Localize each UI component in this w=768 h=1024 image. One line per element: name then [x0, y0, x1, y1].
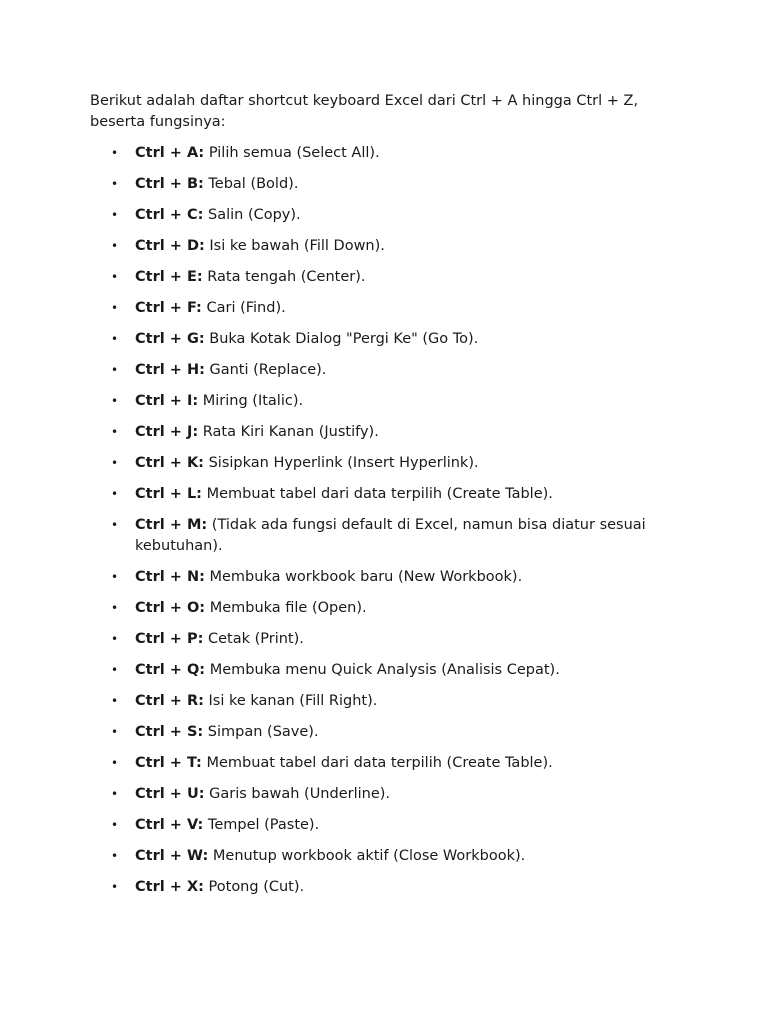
shortcut-key: Ctrl + F:	[135, 300, 202, 316]
shortcut-description: Buka Kotak Dialog "Pergi Ke" (Go To).	[209, 331, 479, 347]
list-item	[90, 143, 690, 164]
bullet-icon: •	[111, 363, 119, 377]
bullet-icon: •	[111, 787, 119, 801]
list-item	[90, 360, 690, 381]
list-item	[90, 660, 690, 681]
list-item	[90, 598, 690, 619]
shortcut-description: Potong (Cut).	[208, 879, 305, 895]
list-item	[90, 174, 690, 195]
shortcut-key: Ctrl + W:	[135, 848, 209, 864]
bullet-icon: •	[111, 518, 119, 532]
bullet-icon: •	[111, 632, 119, 646]
shortcut-key: Ctrl + A:	[135, 145, 205, 161]
list-item	[90, 453, 690, 474]
bullet-icon: •	[111, 487, 119, 501]
bullet-icon: •	[111, 177, 119, 191]
shortcut-description: Sisipkan Hyperlink (Insert Hyperlink).	[208, 455, 479, 471]
shortcut-key: Ctrl + K:	[135, 455, 204, 471]
list-item	[90, 515, 690, 557]
list-item	[90, 691, 690, 712]
shortcut-description: Menutup workbook aktif (Close Workbook).	[212, 848, 526, 864]
list-item	[90, 484, 690, 505]
shortcut-key: Ctrl + X:	[135, 879, 204, 895]
list-item	[90, 846, 690, 867]
bullet-icon: •	[111, 332, 119, 346]
bullet-icon: •	[111, 663, 119, 677]
shortcut-description: Isi ke kanan (Fill Right).	[208, 693, 378, 709]
shortcut-description: Rata Kiri Kanan (Justify).	[202, 424, 379, 440]
intro-paragraph: Berikut adalah daftar shortcut keyboard Excel dari Ctrl + A hingga Ctrl + Z, beserta fungsinya:	[90, 93, 639, 130]
bullet-icon: •	[111, 725, 119, 739]
shortcut-key: Ctrl + B:	[135, 176, 204, 192]
shortcut-description: Isi ke bawah (Fill Down).	[209, 238, 385, 254]
shortcut-description: Salin (Copy).	[208, 207, 301, 223]
list-item	[90, 298, 690, 319]
shortcut-description: Cetak (Print).	[207, 631, 304, 647]
shortcut-key: Ctrl + R:	[135, 693, 204, 709]
list-item	[90, 567, 690, 588]
bullet-icon: •	[111, 208, 119, 222]
shortcut-key: Ctrl + D:	[135, 238, 205, 254]
shortcut-description: Cari (Find).	[206, 300, 286, 316]
list-item	[90, 329, 690, 350]
list-item	[90, 815, 690, 836]
list-item	[90, 236, 690, 257]
bullet-icon: •	[111, 694, 119, 708]
list-item	[90, 784, 690, 805]
shortcut-description: Garis bawah (Underline).	[209, 786, 391, 802]
list-item	[90, 629, 690, 650]
shortcut-description: Membuka workbook baru (New Workbook).	[209, 569, 523, 585]
shortcut-list	[90, 143, 690, 908]
bullet-icon: •	[111, 301, 119, 315]
shortcut-description: Membuat tabel dari data terpilih (Create Table).	[206, 755, 553, 771]
shortcut-description: Simpan (Save).	[207, 724, 319, 740]
shortcut-description: Membuka file (Open).	[209, 600, 367, 616]
bullet-icon: •	[111, 570, 119, 584]
list-item	[90, 877, 690, 898]
shortcut-key: Ctrl + H:	[135, 362, 205, 378]
bullet-icon: •	[111, 601, 119, 615]
shortcut-description: Tebal (Bold).	[208, 176, 299, 192]
bullet-icon: •	[111, 270, 119, 284]
shortcut-description: Membuat tabel dari data terpilih (Create Table).	[206, 486, 553, 502]
shortcut-key: Ctrl + S:	[135, 724, 204, 740]
list-item	[90, 753, 690, 774]
bullet-icon: •	[111, 818, 119, 832]
shortcut-key: Ctrl + E:	[135, 269, 203, 285]
bullet-icon: •	[111, 849, 119, 863]
bullet-icon: •	[111, 146, 119, 160]
shortcut-description: Ganti (Replace).	[209, 362, 327, 378]
shortcut-key: Ctrl + J:	[135, 424, 199, 440]
shortcut-key: Ctrl + I:	[135, 393, 199, 409]
list-item	[90, 422, 690, 443]
shortcut-key: Ctrl + M:	[135, 517, 208, 533]
shortcut-description: Rata tengah (Center).	[207, 269, 366, 285]
shortcut-key: Ctrl + O:	[135, 600, 206, 616]
list-item	[90, 205, 690, 226]
shortcut-key: Ctrl + U:	[135, 786, 205, 802]
shortcut-description: Membuka menu Quick Analysis (Analisis Cepat).	[209, 662, 560, 678]
list-item	[90, 267, 690, 288]
shortcut-key: Ctrl + C:	[135, 207, 204, 223]
bullet-icon: •	[111, 425, 119, 439]
bullet-icon: •	[111, 456, 119, 470]
list-item	[90, 722, 690, 743]
shortcut-key: Ctrl + N:	[135, 569, 205, 585]
bullet-icon: •	[111, 756, 119, 770]
shortcut-key: Ctrl + T:	[135, 755, 202, 771]
shortcut-description: Tempel (Paste).	[207, 817, 320, 833]
shortcut-key: Ctrl + G:	[135, 331, 205, 347]
shortcut-key: Ctrl + Q:	[135, 662, 206, 678]
shortcut-key: Ctrl + L:	[135, 486, 202, 502]
shortcut-description: Miring (Italic).	[202, 393, 304, 409]
shortcut-key: Ctrl + P:	[135, 631, 204, 647]
bullet-icon: •	[111, 880, 119, 894]
shortcut-description: Pilih semua (Select All).	[208, 145, 380, 161]
bullet-icon: •	[111, 394, 119, 408]
list-item	[90, 391, 690, 412]
bullet-icon: •	[111, 239, 119, 253]
shortcut-key: Ctrl + V:	[135, 817, 204, 833]
shortcut-description: (Tidak ada fungsi default di Excel, namun bisa diatur sesuai kebutuhan).	[135, 517, 646, 554]
